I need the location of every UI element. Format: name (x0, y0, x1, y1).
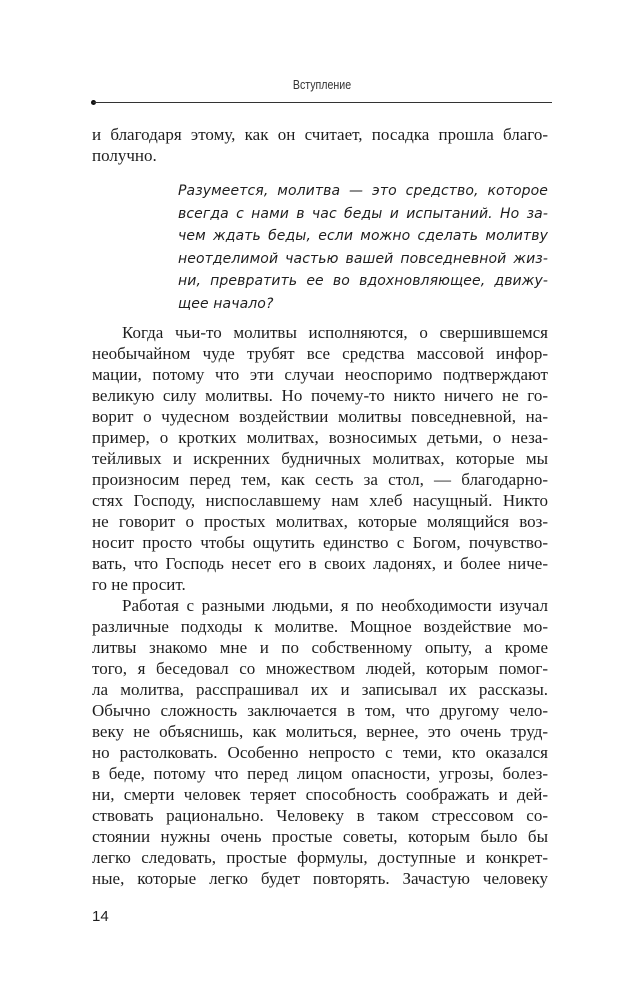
text-line: ни, смерти человек теряет способность соображать и дей- (92, 785, 548, 804)
text-line: стоянии нужны очень простые советы, которым было бы (92, 827, 548, 846)
text-line: веку не объяснишь, как молиться, вернее, это очень труд- (92, 722, 548, 741)
text-line: ствовать рационально. Человеку в таком стрессовом со- (92, 806, 548, 825)
quote-line: щее начало? (178, 295, 274, 312)
text-line: и благодаря этому, как он считает, посадка прошла благо- (92, 125, 548, 144)
header-rule (93, 102, 552, 103)
running-head: Вступление (292, 78, 352, 92)
italic-quote (178, 180, 548, 316)
text-line: необычайном чуде трубят все средства массовой инфор- (92, 344, 548, 363)
quote-line: всегда с нами в час беды и испытаний. Но за- (178, 205, 548, 222)
text-line: ные, которые легко будет повторять. Зачастую человеку (92, 869, 548, 888)
text-line: получно. (92, 146, 157, 165)
page-number: 14 (92, 908, 109, 925)
text-line: Когда чьи-то молитвы исполняются, о свершившемся (122, 323, 548, 342)
text-line: ворит о чудесном воздействии молитвы повседневной, на- (92, 407, 548, 426)
paragraph-1 (92, 322, 548, 595)
text-line: тейливых и искренних будничных молитвах, которые мы (92, 449, 548, 468)
text-line: пример, о кротких молитвах, возносимых детьми, о неза- (92, 428, 548, 447)
text-line: Работая с разными людьми, я по необходимости изучал (122, 596, 548, 615)
quote-line: Разумеется, молитва — это средство, которое (178, 183, 548, 199)
text-line: различные подходы к молитве. Мощное воздействие мо- (92, 617, 548, 636)
text-line: Обычно сложность заключается в том, что другому чело- (92, 701, 548, 720)
text-line: произносим перед тем, как сесть за стол, — благодарно- (92, 470, 548, 489)
text-line: легко следовать, простые формулы, доступные и конкрет- (92, 848, 548, 867)
continued-paragraph (92, 124, 548, 166)
text-line: в беде, потому что перед лицом опасности, угрозы, болез- (92, 764, 548, 783)
text-line: го не просит. (92, 575, 186, 594)
text-line: носит просто чтобы ощутить единство с Богом, почувство- (92, 533, 548, 552)
quote-line: неотделимой частью вашей повседневной жиз- (178, 250, 548, 267)
paragraph-2 (92, 595, 548, 889)
text-line: но растолковать. Особенно непросто с теми, кто оказался (92, 743, 548, 762)
quote-line: ни, превратить ее во вдохновляющее, движу- (178, 273, 548, 290)
text-line: великую силу молитвы. Но почему-то никто ничего не го- (92, 386, 548, 405)
text-line: не говорит о простых молитвах, которые молящийся воз- (92, 512, 548, 531)
text-line: мации, потому что эти случаи неоспоримо подтверждают (92, 365, 548, 384)
text-line: литвы знакомо мне и по собственному опыту, а кроме (92, 638, 548, 657)
text-line: ла молитва, расспрашивал их и записывал их рассказы. (92, 680, 548, 699)
text-line: стях Господу, ниспославшему нам хлеб насущный. Никто (92, 491, 548, 510)
text-line: того, я беседовал со множеством людей, которым помог- (92, 659, 548, 678)
quote-line: чем ждать беды, если можно сделать молитву (178, 228, 548, 245)
text-line: вать, что Господь несет его в своих ладонях, и более ниче- (92, 554, 548, 573)
